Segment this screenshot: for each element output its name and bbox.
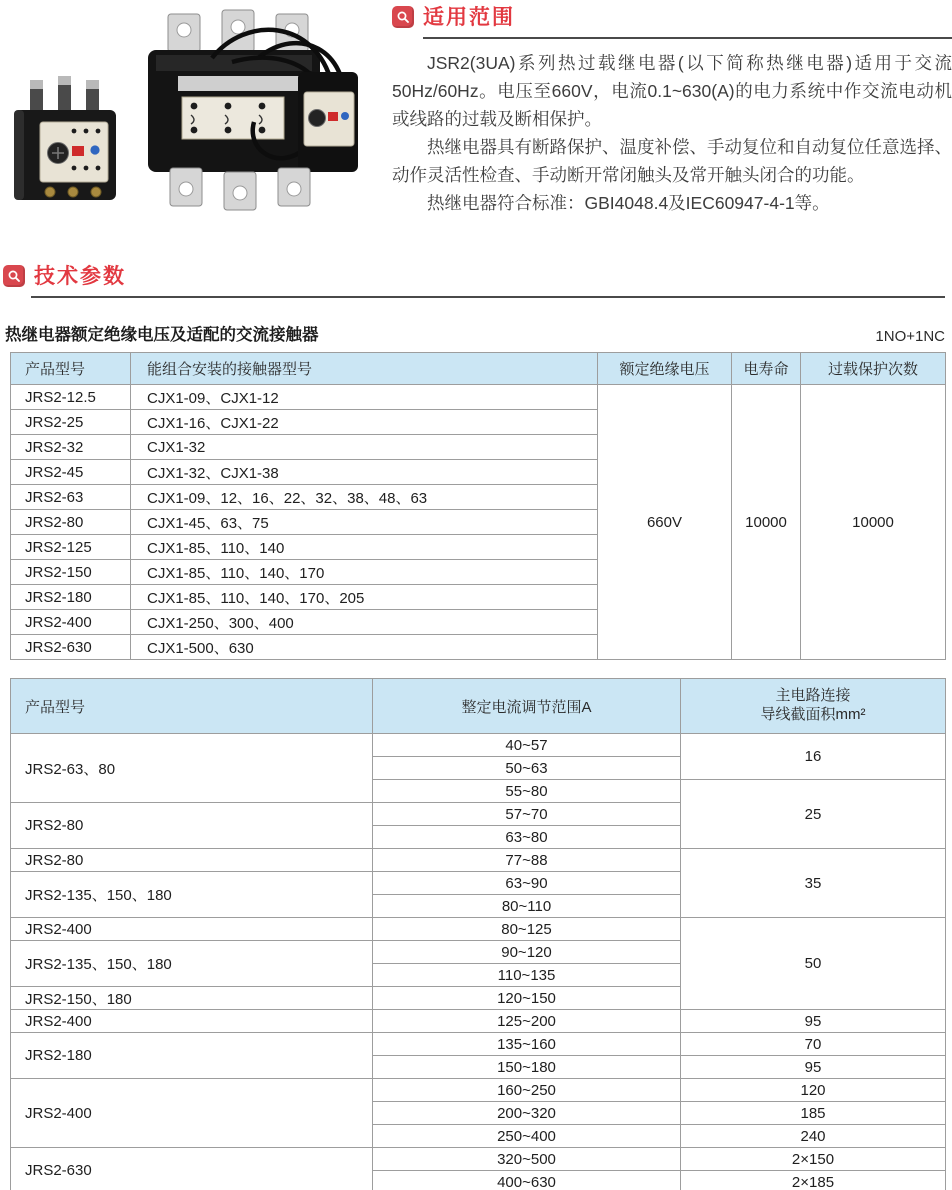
model-cell: JRS2-80 — [11, 849, 373, 872]
wire-size-cell: 2×150 — [681, 1148, 946, 1171]
overload-cell: 10000 — [801, 385, 946, 660]
current-range-cell: 135~160 — [373, 1033, 681, 1056]
table-caption-row — [5, 321, 945, 345]
wire-size-cell: 16 — [681, 734, 946, 780]
small-relay-illustration — [14, 76, 116, 200]
table-row — [11, 1010, 946, 1033]
wire-header-line1: 主电路连接 — [775, 687, 851, 705]
current-range-cell: 77~88 — [373, 849, 681, 872]
magnifier-icon — [392, 6, 414, 28]
contactors-cell: CJX1-85、110、140 — [131, 535, 598, 560]
model-cell: JRS2-125 — [11, 535, 131, 560]
wire-size-cell: 50 — [681, 918, 946, 1010]
contactors-cell: CJX1-16、CJX1-22 — [131, 410, 598, 435]
current-range-cell: 150~180 — [373, 1056, 681, 1079]
paragraph: 热继电器具有断路保护、温度补偿、手动复位和自动复位任意选择、动作灵活性检查、手动断开常闭触头及常开触头闭合的功能。 — [392, 137, 952, 185]
divider — [423, 37, 952, 39]
column-header-overload: 过载保护次数 — [801, 353, 946, 385]
scope-text — [392, 49, 952, 217]
model-cell: JRS2-400 — [11, 1079, 373, 1148]
model-cell: JRS2-32 — [11, 435, 131, 460]
table-header-row — [11, 353, 946, 385]
table-row — [11, 1148, 946, 1171]
wire-size-cell: 95 — [681, 1056, 946, 1079]
table-row — [11, 734, 946, 757]
model-cell: JRS2-180 — [11, 1033, 373, 1079]
current-range-cell: 63~80 — [373, 826, 681, 849]
wire-size-cell: 35 — [681, 849, 946, 918]
column-header-contactors: 能组合安装的接触器型号 — [131, 353, 598, 385]
contactors-cell: CJX1-250、300、400 — [131, 610, 598, 635]
column-header-wire-size — [681, 679, 946, 734]
table-row — [11, 1033, 946, 1056]
contactors-cell: CJX1-32 — [131, 435, 598, 460]
current-range-cell: 160~250 — [373, 1079, 681, 1102]
model-cell: JRS2-135、150、180 — [11, 941, 373, 987]
insulation-voltage-table — [10, 352, 946, 660]
table-row — [11, 1079, 946, 1102]
wire-size-cell: 70 — [681, 1033, 946, 1056]
section-header — [392, 4, 952, 30]
contactors-cell: CJX1-32、CJX1-38 — [131, 460, 598, 485]
current-range-cell: 55~80 — [373, 780, 681, 803]
model-cell: JRS2-45 — [11, 460, 131, 485]
model-cell: JRS2-400 — [11, 918, 373, 941]
contactors-cell: CJX1-09、CJX1-12 — [131, 385, 598, 410]
current-range-cell: 120~150 — [373, 987, 681, 1010]
contactors-cell: CJX1-85、110、140、170 — [131, 560, 598, 585]
current-range-cell: 40~57 — [373, 734, 681, 757]
contactors-cell: CJX1-09、12、16、22、32、38、48、63 — [131, 485, 598, 510]
large-relay-illustration — [148, 10, 358, 210]
contactors-cell: CJX1-85、110、140、170、205 — [131, 585, 598, 610]
column-header-model: 产品型号 — [11, 353, 131, 385]
divider — [31, 296, 945, 298]
current-range-cell: 400~630 — [373, 1171, 681, 1190]
wire-size-cell: 25 — [681, 780, 946, 849]
model-cell: JRS2-630 — [11, 1148, 373, 1190]
model-cell: JRS2-25 — [11, 410, 131, 435]
current-range-cell: 80~125 — [373, 918, 681, 941]
model-cell: JRS2-630 — [11, 635, 131, 660]
table-row — [11, 385, 946, 410]
contactors-cell: CJX1-500、630 — [131, 635, 598, 660]
model-cell: JRS2-150、180 — [11, 987, 373, 1010]
model-cell: JRS2-12.5 — [11, 385, 131, 410]
column-header-life: 电寿命 — [732, 353, 801, 385]
section-application-scope — [392, 4, 952, 217]
voltage-cell: 660V — [598, 385, 732, 660]
column-header-model: 产品型号 — [11, 679, 373, 734]
wire-size-cell: 2×185 — [681, 1171, 946, 1190]
life-cell: 10000 — [732, 385, 801, 660]
table1-caption: 热继电器额定绝缘电压及适配的交流接触器 — [5, 326, 319, 344]
column-header-current-range: 整定电流调节范围A — [373, 679, 681, 734]
model-cell: JRS2-80 — [11, 510, 131, 535]
current-range-cell: 125~200 — [373, 1010, 681, 1033]
table-row — [11, 918, 946, 941]
section-header — [0, 263, 952, 289]
contactors-cell: CJX1-45、63、75 — [131, 510, 598, 535]
model-cell: JRS2-63 — [11, 485, 131, 510]
current-range-cell: 63~90 — [373, 872, 681, 895]
current-range-cell: 57~70 — [373, 803, 681, 826]
product-photo — [0, 0, 380, 260]
current-range-table — [10, 678, 946, 1190]
current-range-cell: 320~500 — [373, 1148, 681, 1171]
section-title: 技术参数 — [34, 264, 126, 288]
contact-configuration-label: 1NO+1NC — [875, 328, 945, 345]
magnifier-icon — [3, 265, 25, 287]
wire-size-cell: 185 — [681, 1102, 946, 1125]
paragraph: 热继电器符合标准：GBI4048.4及IEC60947-4-1等。 — [427, 193, 830, 213]
model-cell: JRS2-400 — [11, 1010, 373, 1033]
wire-size-cell: 120 — [681, 1079, 946, 1102]
column-header-voltage: 额定绝缘电压 — [598, 353, 732, 385]
model-cell: JRS2-63、80 — [11, 734, 373, 803]
current-range-cell: 250~400 — [373, 1125, 681, 1148]
current-range-cell: 110~135 — [373, 964, 681, 987]
current-range-cell: 90~120 — [373, 941, 681, 964]
current-range-cell: 50~63 — [373, 757, 681, 780]
section-title: 适用范围 — [423, 5, 515, 29]
wire-size-cell: 95 — [681, 1010, 946, 1033]
current-range-cell: 200~320 — [373, 1102, 681, 1125]
model-cell: JRS2-400 — [11, 610, 131, 635]
model-cell: JRS2-135、150、180 — [11, 872, 373, 918]
section-technical-parameters — [0, 263, 952, 1190]
model-cell: JRS2-80 — [11, 803, 373, 849]
paragraph: JSR2(3UA)系列热过载继电器(以下简称热继电器)适用于交流50Hz/60Hz。电压至660V，电流0.1~630(A)的电力系统中作交流电动机或线路的过载及断相保护。 — [392, 53, 952, 129]
relay-photo-illustration — [0, 0, 380, 260]
model-cell: JRS2-180 — [11, 585, 131, 610]
table-header-row — [11, 679, 946, 734]
wire-size-cell: 240 — [681, 1125, 946, 1148]
wire-header-line2: 导线截面积mm² — [760, 706, 866, 723]
table-row — [11, 849, 946, 872]
current-range-cell: 80~110 — [373, 895, 681, 918]
model-cell: JRS2-150 — [11, 560, 131, 585]
